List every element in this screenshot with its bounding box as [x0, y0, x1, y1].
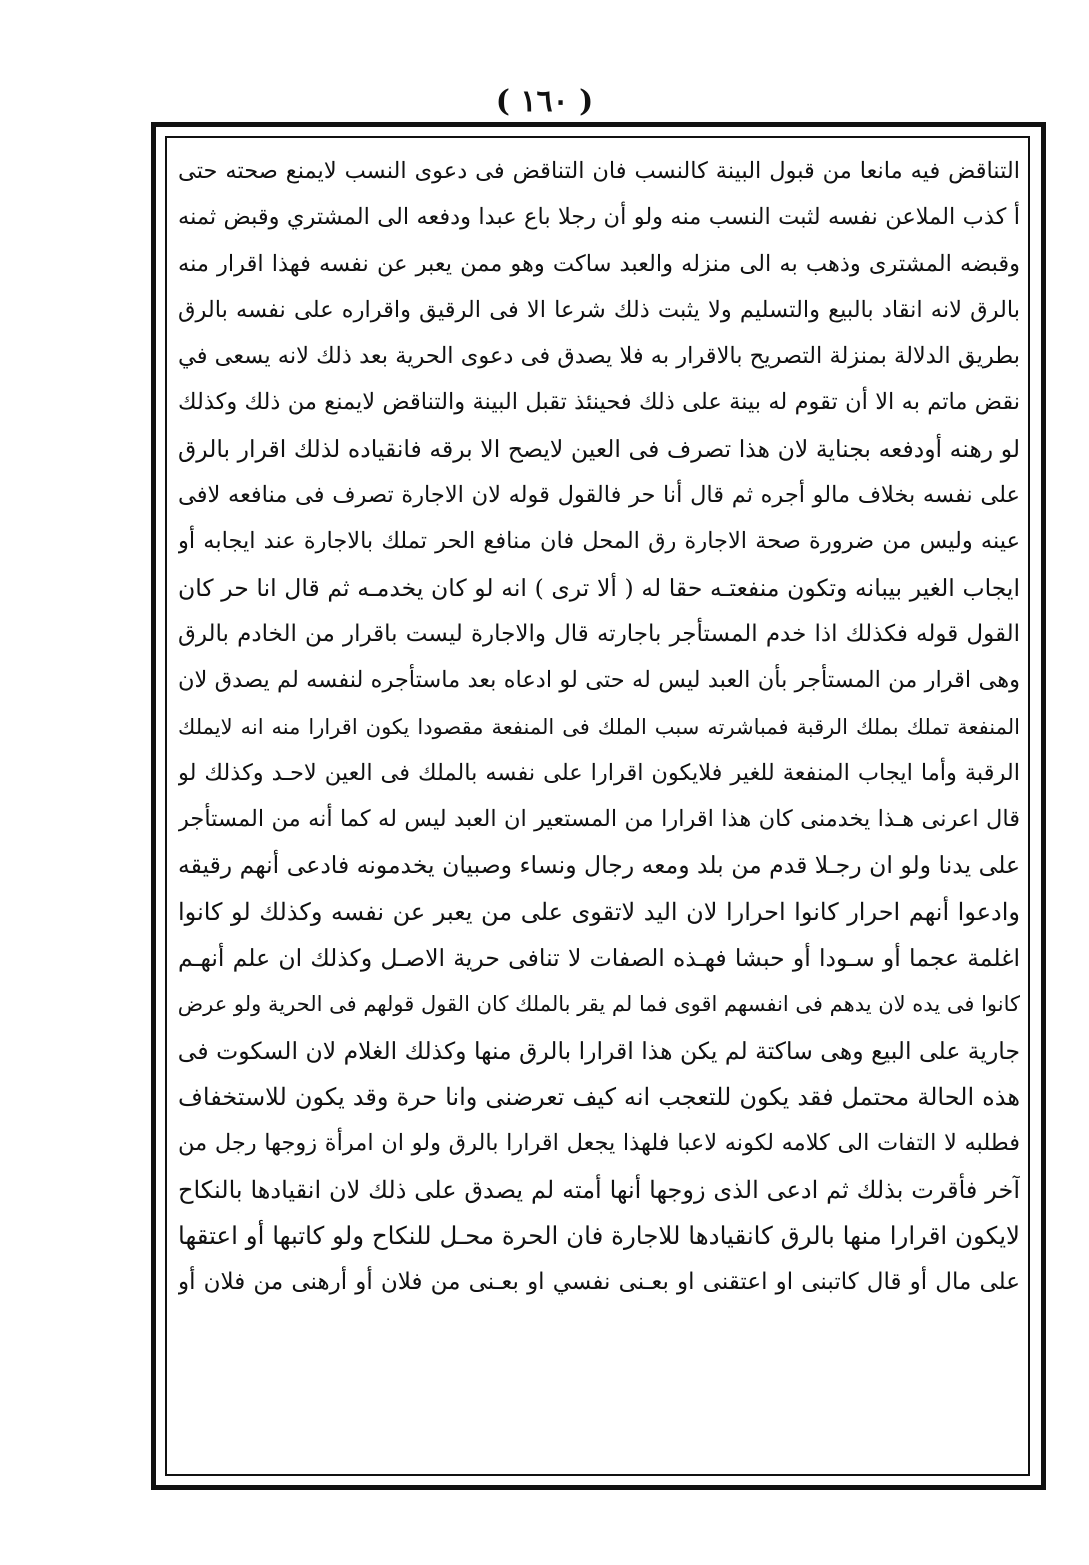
text-line: بطريق الدلالة بمنزلة التصريح بالاقرار به فلا يصدق فى دعوى الحرية بعد ذلك لانه يسعى في: [178, 343, 1020, 370]
text-line: آخر فأقرت بذلك ثم ادعى الذى زوجها أنها أمته لم يصدق على ذلك لان انقيادها بالنكاح: [178, 1175, 1020, 1204]
text-line: عينه وليس من ضرورة صحة الاجارة رق المحل فان منافع الحر تملك بالاجارة عند ايجابه أو: [178, 528, 1020, 555]
text-line: على يدنا ولو ان رجـلا قدم من بلد ومعه رجال ونساء وصبيان يخدمونه فادعى أنهم رقيقه: [178, 851, 1020, 880]
body-text: [178, 148, 1020, 1470]
text-line: أ كذب الملاعن نفسه لثبت النسب منه ولو أن رجلا باع عبدا ودفعه الى المشتري وقبض ثمنه: [178, 204, 1020, 231]
text-line: على نفسه بخلاف مالو أجره ثم قال أنا حر فالقول قوله لان الاجارة تصرف فى منافعه لافى: [178, 482, 1020, 509]
text-line: وقبضه المشترى وذهب به الى منزله والعبد ساكت وهو ممن يعبر عن نفسه فهذا اقرار منه: [178, 250, 1020, 277]
text-line: فطلبه لا التفات الى كلامه لكونه لاعبا فلهذا يجعل اقرارا بالرق ولو ان امرأة زوجها رجل من: [178, 1130, 1020, 1157]
text-line: لو رهنه أودفعه بجناية لان هذا تصرف فى العين لايصح الا برقه فانقياده لذلك اقرار بالرق: [178, 434, 1020, 463]
text-line: ايجاب الغير بيبانه وتكون منفعتـه حقا له ( ألا ترى ) انه لو كان يخدمـه ثم قال انا حر كان: [178, 573, 1020, 602]
text-line: قال اعرنى هـذا يخدمنى كان هذا اقرارا من المستعير ان العبد ليس له كما أنه من المستأجر: [178, 806, 1020, 833]
text-line: هذه الحالة محتمل فقد يكون للتعجب انه كيف تعرضنى وانا حرة وقد يكون للاستخفاف: [178, 1082, 1020, 1111]
text-line: المنفعة تملك بملك الرقبة فمباشرته سبب الملك فى المنفعة مقصودا يكون اقرارا منه انه لايملك: [178, 714, 1020, 739]
page-number: ( ١٦٠ ): [495, 84, 594, 119]
text-line: التناقض فيه مانعا من قبول البينة كالنسب فان التناقض فى دعوى النسب لايمنع صحته حتى: [178, 158, 1020, 184]
text-line: جارية على البيع وهى ساكتة لم يكن هذا اقرارا بالرق منها وكذلك الغلام لان السكوت فى: [178, 1036, 1020, 1065]
text-line: وادعوا أنهم احرار كانوا احرارا لان اليد لاتقوى على من يعبر عن نفسه وكذلك لو كانوا: [178, 897, 1020, 926]
text-line: الرقبة وأما ايجاب المنفعة للغير فلايكون اقرارا على نفسه بالملك فى العين لاحـد وكذلك لو: [178, 759, 1020, 786]
text-line: القول قوله فكذلك اذا خدم المستأجر باجارته قال والاجارة ليست باقرار من الخادم بالرق: [178, 620, 1020, 647]
text-line: بالرق لانه انقاد بالبيع والتسليم ولا يثبت ذلك شرعا الا فى الرقيق واقراره على نفسه بالرق: [178, 296, 1020, 323]
text-line: وهى اقرار من المستأجر بأن العبد ليس له حتى لو ادعاه بعد ماستأجره لنفسه لم يصدق لان: [178, 667, 1020, 694]
text-line: كانوا فى يده لان يدهم فى انفسهم اقوى فما لم يقر بالملك كان القول قولهم فى الحرية ولو عرض: [178, 992, 1020, 1017]
text-line: نقض ماتم به الا أن تقوم له بينة على ذلك فحينئذ تقبل البينة والتناقض لايمنع من ذلك وكذلك: [178, 389, 1020, 416]
text-line: على مال أو قال كاتبنى او اعتقنى او بعـنى نفسي او بعـنى من فلان أو أرهنى من فلان أو: [178, 1269, 1020, 1296]
text-line: لايكون اقرارا منها بالرق كانقيادها للاجارة فان الحرة محـل للنكاح ولو كاتبها أو اعتقها: [178, 1220, 1020, 1250]
text-line: اغلمة عجما أو سـودا أو حبشا فهـذه الصفات لا تنافى حرية الاصـل وكذلك ان علم أنهـم: [178, 944, 1020, 973]
